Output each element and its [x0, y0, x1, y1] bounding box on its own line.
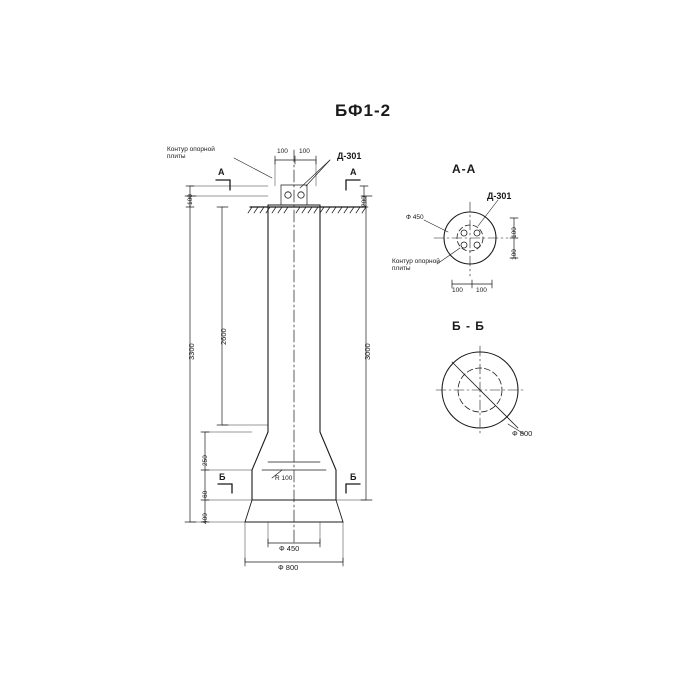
- section-a-bolt-2: [474, 230, 480, 236]
- base-flare-right: [320, 432, 336, 470]
- dim-top-100-small: 100: [187, 194, 194, 205]
- anchor-bolt-right: [298, 192, 304, 198]
- section-a-bolt-3: [461, 242, 467, 248]
- section-a-contour-note: Контур опорной плиты: [392, 258, 440, 273]
- dim-2600: 2600: [219, 328, 228, 345]
- section-b-title: Б - Б: [452, 319, 485, 333]
- label-r-100: R 100: [275, 475, 293, 482]
- section-a-dia-450: Ф 450: [406, 214, 424, 221]
- note-anchor-bolt-main: Д-301: [337, 151, 362, 161]
- dim-top-100-left: 100: [277, 148, 288, 155]
- section-a-dim-100-left: 100: [452, 287, 463, 294]
- section-a-dim-100-up: 100: [511, 227, 518, 238]
- dim-400: 400: [202, 513, 209, 524]
- dim-60: 60: [202, 490, 209, 498]
- section-mark-a-left: А: [218, 167, 225, 177]
- dim-dia-450: Ф 450: [279, 544, 300, 553]
- section-mark-b-right: Б: [350, 472, 357, 482]
- section-mark-b-left: Б: [219, 472, 226, 482]
- drawing-title: БФ1-2: [335, 101, 392, 120]
- section-a-dim-100-down: 100: [511, 249, 518, 260]
- section-a-bolt-label: Д-301: [487, 191, 512, 201]
- section-mark-a-right: А: [350, 167, 357, 177]
- section-a-dim-100-right: 100: [476, 287, 487, 294]
- base-flare-left: [252, 432, 268, 470]
- dim-3300: 3300: [187, 343, 196, 360]
- anchor-bolt-left: [285, 192, 291, 198]
- dim-top-200: 200: [361, 196, 368, 207]
- dim-3000: 3000: [363, 343, 372, 360]
- dim-250: 250: [202, 455, 209, 466]
- section-a-bolt-1: [461, 230, 467, 236]
- section-b-dia-800: Ф 800: [512, 429, 533, 438]
- dim-dia-800: Ф 800: [278, 563, 299, 572]
- dim-top-100-right: 100: [299, 148, 310, 155]
- note-contour-top-plate-line1: Контур опорной плиты: [167, 146, 215, 161]
- section-a-bolt-4: [474, 242, 480, 248]
- section-a-title: А-А: [452, 162, 477, 176]
